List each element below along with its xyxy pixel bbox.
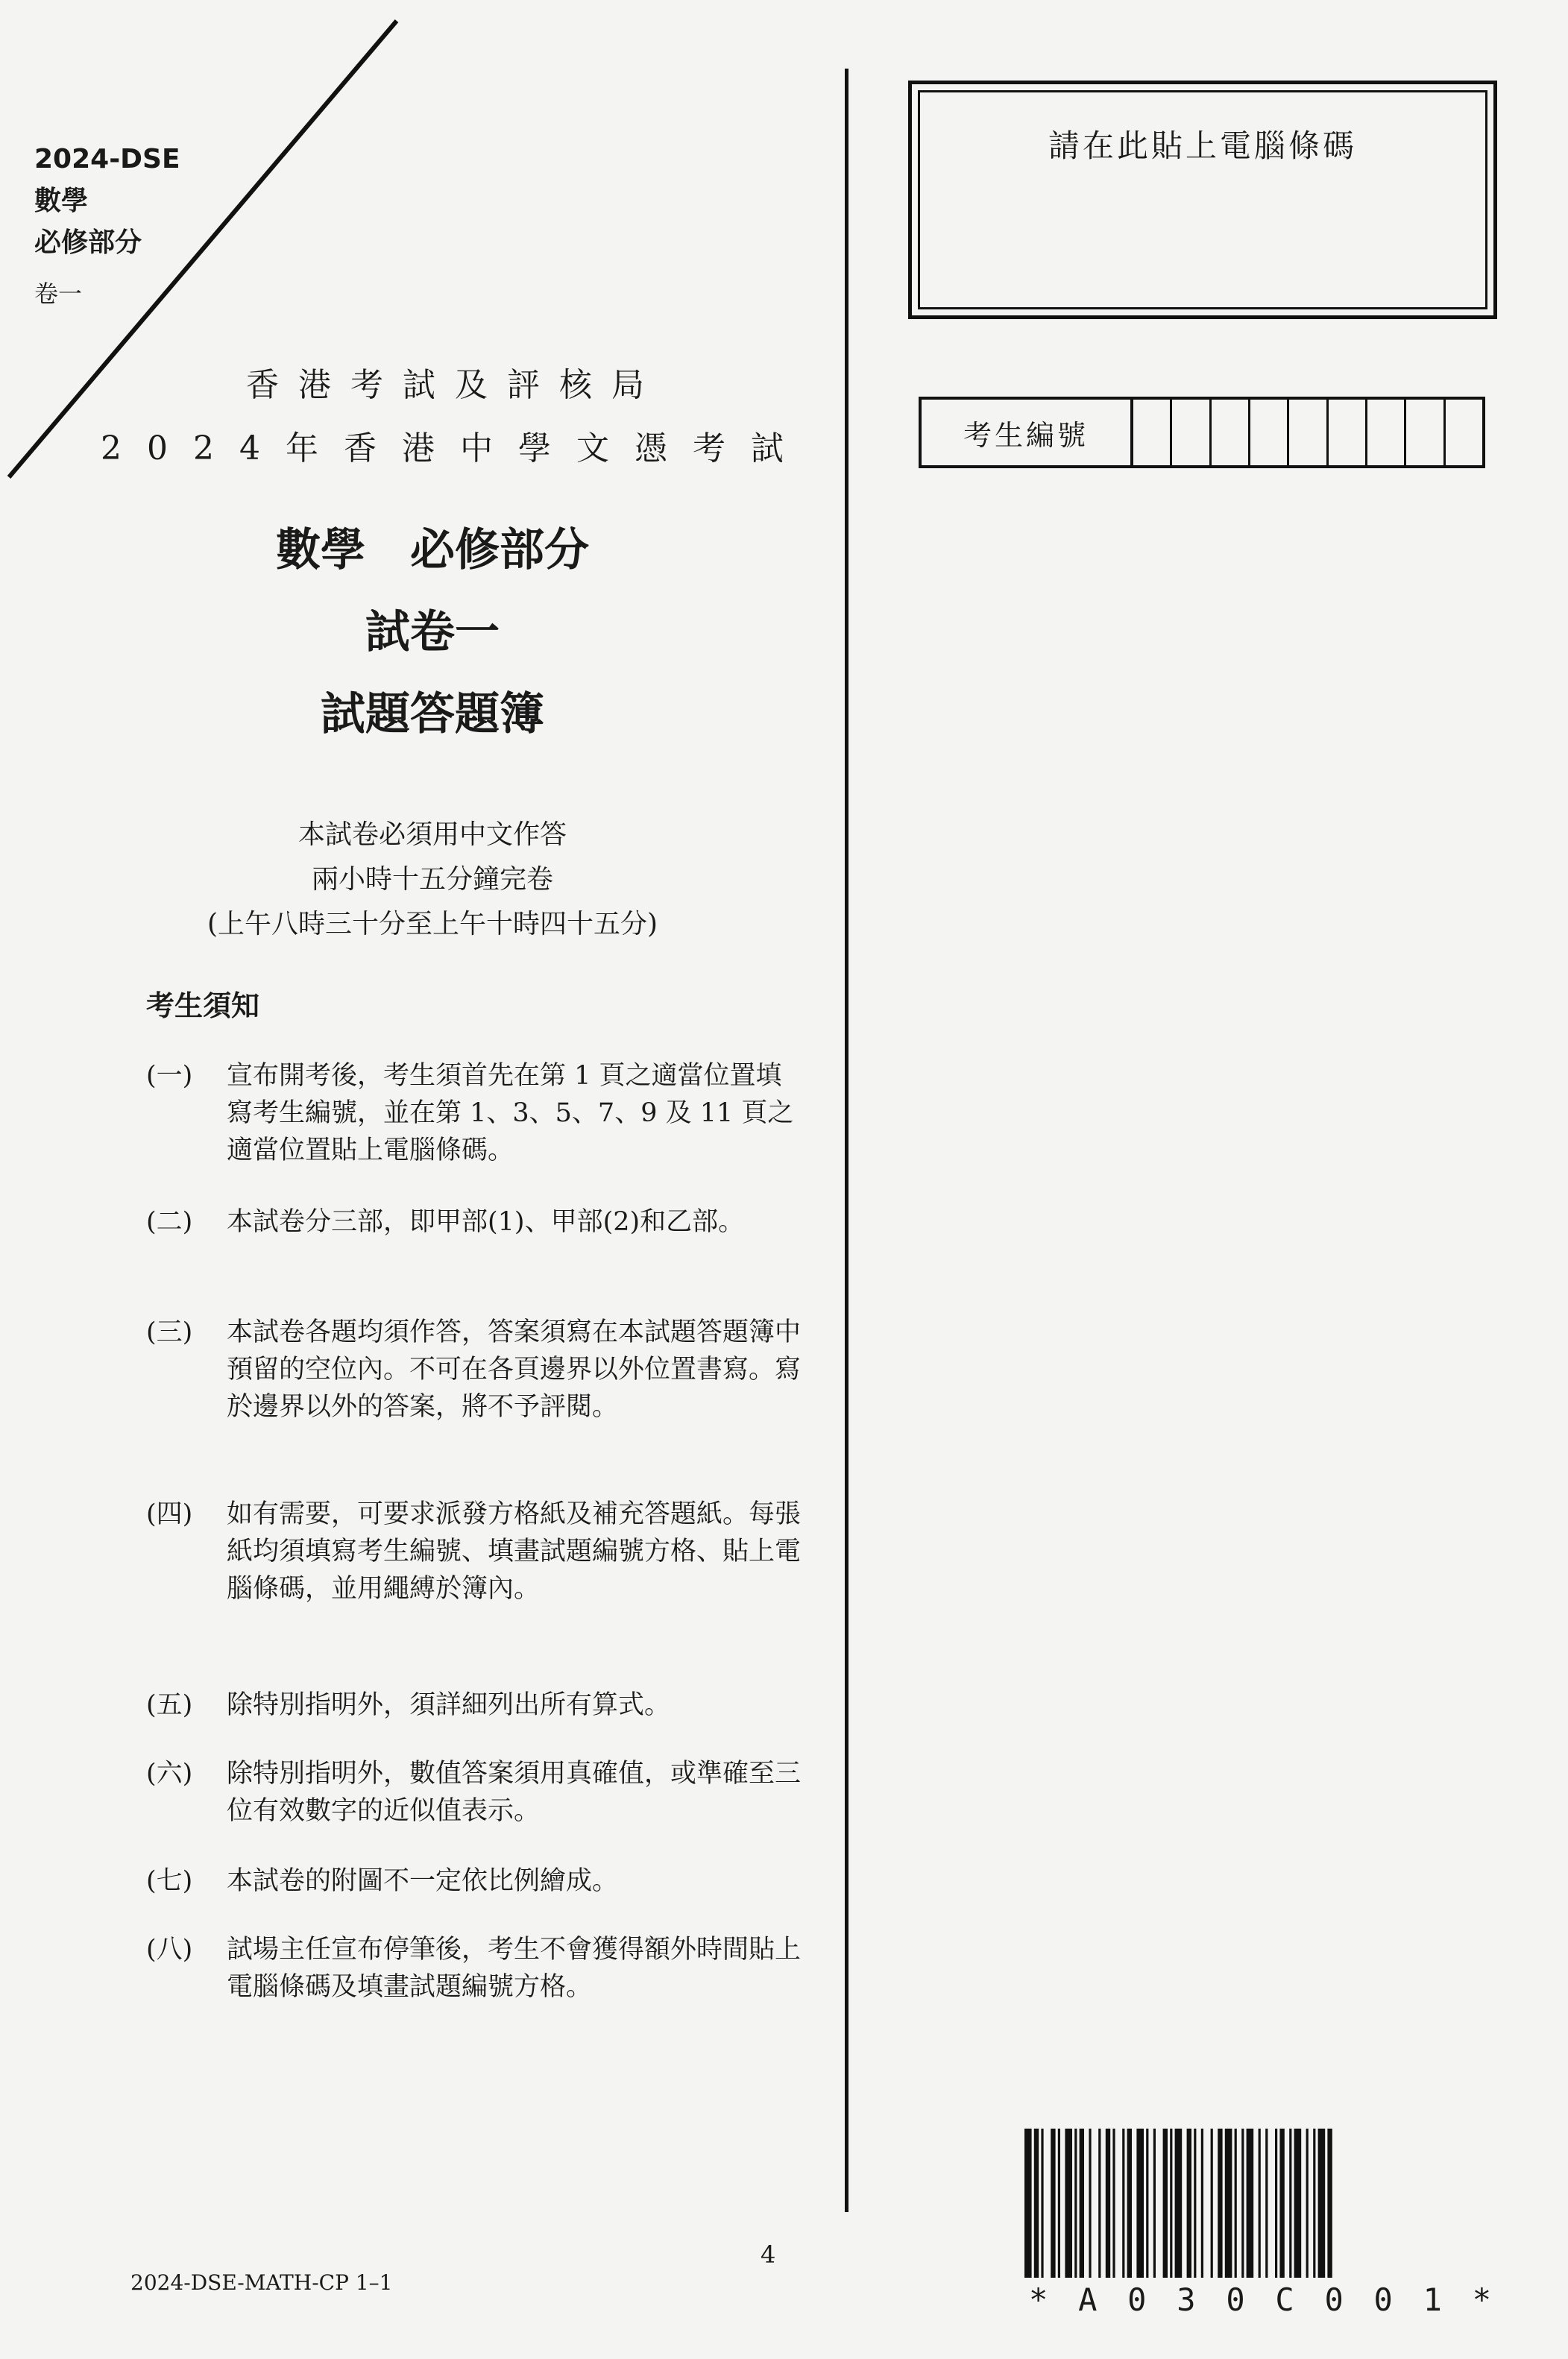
language-requirement: 本試卷必須用中文作答 (297, 819, 567, 850)
instruction-item (146, 1496, 802, 1607)
instruction-item (146, 1862, 802, 1900)
corner-exam-code: 2024-DSE (34, 144, 180, 174)
instruction-text: 除特別指明外，數值答案須用真確值，或準確至三位有效數字的近似值表示。 (227, 1759, 802, 1826)
instruction-text: 如有需要，可要求派發方格紙及補充答題紙。每張紙均須填寫考生編號、填畫試題編號方格、貼上電腦條碼，並用繩縛於簿內。 (227, 1499, 802, 1604)
candidate-digit-cell[interactable] (1212, 400, 1250, 465)
candidate-number-label: 考生編號 (922, 400, 1133, 465)
instruction-item (146, 1057, 802, 1169)
candidate-number-box (919, 397, 1485, 468)
instruction-item (146, 1755, 802, 1830)
paper-info (149, 813, 716, 947)
paper-title: 試卷一 (365, 606, 500, 658)
instruction-number: (四) (146, 1499, 193, 1529)
instruction-item (146, 1931, 802, 2006)
candidate-digit-cell[interactable] (1329, 400, 1367, 465)
instruction-item (146, 1314, 802, 1426)
booklet-title: 試題答題簿 (321, 688, 544, 740)
exam-name: 2024年香港中學文憑考試 (101, 429, 809, 467)
candidate-digit-cell[interactable] (1172, 400, 1211, 465)
duration: 兩小時十五分鐘完卷 (311, 864, 553, 895)
barcode-image (1021, 2129, 1484, 2278)
instruction-number: (一) (146, 1061, 193, 1091)
candidate-digit-cell[interactable] (1133, 400, 1172, 465)
diagonal-slash-line (0, 0, 418, 492)
instruction-text: 本試卷各題均須作答，答案須寫在本試題答題簿中預留的空位內。不可在各頁邊界以外位置書寫。寫於邊界以外的答案，將不予評閱。 (227, 1317, 802, 1422)
barcode-sticker-area (908, 81, 1497, 319)
instruction-item (146, 1686, 802, 1724)
instruction-text: 試場主任宣布停筆後，考生不會獲得額外時間貼上電腦條碼及填畫試題編號方格。 (227, 1935, 802, 2002)
barcode-text: * A 0 3 0 C 0 0 1 * (1029, 2281, 1491, 2318)
instruction-item (146, 1203, 802, 1241)
instruction-number: (六) (146, 1759, 193, 1789)
instruction-text: 本試卷的附圖不一定依比例繪成。 (227, 1866, 619, 1896)
instruction-text: 宣布開考後，考生須首先在第 1 頁之適當位置填寫考生編號，並在第 1、3、5、7、9 及 11 頁之適當位置貼上電腦條碼。 (227, 1061, 794, 1165)
corner-subject: 數學 (34, 186, 89, 216)
instruction-number: (二) (146, 1207, 193, 1237)
page-number: 4 (761, 2240, 776, 2269)
time-range: (上午八時三十分至上午十時四十五分) (207, 909, 658, 939)
barcode-sticker-label: 請在此貼上電腦條碼 (1048, 127, 1357, 164)
instruction-number: (七) (146, 1866, 193, 1896)
instruction-number: (五) (146, 1690, 193, 1720)
page-divider (845, 69, 848, 2212)
paper-code: 2024-DSE-MATH-CP 1–1 (130, 2270, 393, 2295)
instruction-number: (三) (146, 1317, 193, 1347)
instruction-text: 本試卷分三部，即甲部(1)、甲部(2)和乙部。 (227, 1207, 745, 1237)
subject-title: 數學 必修部分 (276, 524, 589, 576)
examining-authority: 香港考試及評核局 (246, 366, 664, 404)
corner-paper: 卷一 (34, 280, 83, 308)
corner-part: 必修部分 (34, 227, 142, 258)
candidate-digit-cell[interactable] (1446, 400, 1482, 465)
instruction-text: 除特別指明外，須詳細列出所有算式。 (227, 1690, 671, 1720)
instructions-heading: 考生須知 (146, 989, 260, 1022)
candidate-digit-cell[interactable] (1250, 400, 1289, 465)
instruction-number: (八) (146, 1935, 193, 1965)
candidate-digit-cell[interactable] (1289, 400, 1328, 465)
candidate-digit-cell[interactable] (1367, 400, 1406, 465)
candidate-digit-cell[interactable] (1406, 400, 1445, 465)
